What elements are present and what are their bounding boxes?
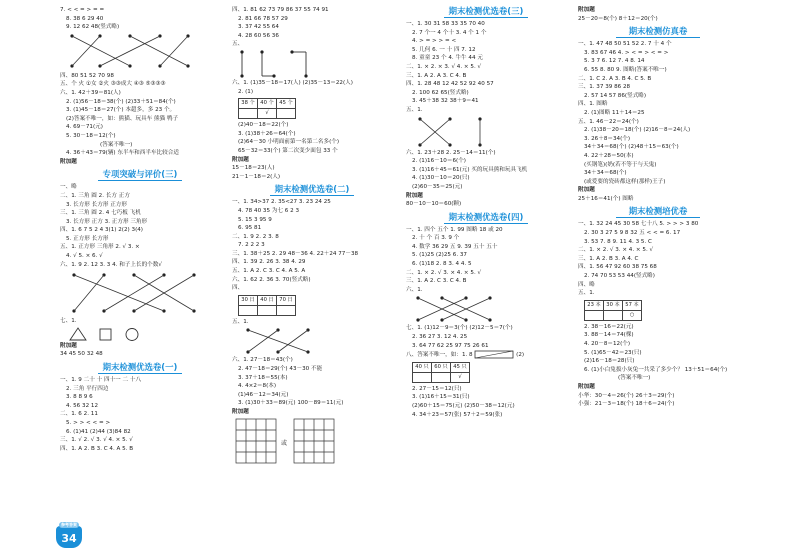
text-line: 5. (1)65－42＝23(只) [584,349,642,356]
text-line: (2)16－18＝28(只) [584,358,635,365]
text-line: 五、1. [578,290,595,297]
text-line: 3. 83 67 46 4. > < = > < = > [584,49,669,56]
text-line: 4. 34＋23＝57(张) 57＋2＝59(张) [412,411,503,418]
grid-cell: 60 只 [432,362,451,372]
text-line: 6. (1)18 2. 8 3. 4 4. 5 [412,261,472,268]
grid-cell [277,305,296,315]
section-heading [406,6,566,17]
heading-text: 专项突破与评价(三) [102,169,178,180]
text-line: 六、1. 42＋39＝81(人) [60,89,121,96]
heading-text: 期末检测优选卷(三) [448,6,524,16]
text-line: 4. √ 5. × 6. √ [66,253,103,260]
subheading: 附加题 [232,409,249,415]
text-line: 3. 37 42 55 64 [238,24,279,31]
text-line: (答案不唯一) [618,375,651,382]
grid-cell: 40 只 [413,362,432,372]
grid-cell: √ [451,372,470,382]
text-line: 3. 37＋18＝55(本) [238,374,288,381]
text-line: 五、1. [232,318,249,325]
text-line: 2. 7 个一 4 个十 3. 4 个 1 个 [412,29,487,36]
text-line: 3. 45＋38 32 38＋9＝41 [412,98,479,105]
answer-grid [412,362,470,383]
page-number-badge [56,522,82,548]
text-line: (2)40－18＝22(个) [238,122,289,129]
column-4 [578,6,738,409]
subheading: 附加题 [60,158,77,165]
text-line: 七、1. [60,318,77,325]
text-line: 小华：30－4＝26(个) 26＋3＝29(个) [578,392,675,399]
text-line: 一、1. 30 31 58 33 35 70 40 [406,21,485,27]
subheading: 附加题 [406,192,423,199]
grid-cell [258,305,277,315]
text-line: 4. 28 60 56 36 [238,32,279,39]
text-line: 15－18＝23(人) [232,165,275,172]
text-line: (2)60－35＝25(元) [412,183,463,190]
section-heading [578,26,738,37]
text-line: 四、1. 39 2. 26 3. 38 4. 29 [232,259,306,266]
text-line: 2. 81 66 78 57 29 [238,15,288,22]
text-line: 五、 [232,41,244,48]
text-line: 六、1. 62 2. 36 3. 70(竖式略) [232,276,311,283]
text-line: 三、1. 三角 圆 2. 4 七巧板 飞机 [60,210,141,217]
text-line: 3. 长方形 长方形 正方形 [66,201,128,208]
text-line: 4. > = > > = < [412,38,457,45]
text-line: 五、个 火 ①女 ②火 ③③成大 ④③ ⑤③③③ [60,81,166,88]
text-line: 3. (1)16＋15＝31(只) [412,394,470,401]
text-line: 3. 26＋8＝34(个) [584,135,631,142]
matching-figure [232,326,382,356]
text-line: 二、1. C 2. A 3. B 4. C 5. B [578,75,652,82]
text-line: 5. > > < < = > [66,420,111,426]
or-label: 或 [281,439,288,447]
text-line: 五、1. 正方形 三角形 2. √ 3. × [60,244,140,251]
answer-grid [584,300,642,321]
text-line: (2)64－30 小明面前第一名第二名多(个) [238,139,340,146]
text-line: 3. 88－14＝74(棵) [584,332,634,339]
text-line: 34＋34＝68(个) [584,170,627,177]
matching-figure [60,32,210,72]
text-line: 四、略 [578,281,595,288]
text-line: 6. (1)41 (2)44 (3)84 82 [66,428,131,435]
text-line: 4. 69－71(元) [66,124,103,131]
text-line: (买钢笔)(奶(若不等于与天鬼) [584,161,657,168]
section-heading [578,206,738,217]
text-line: 2. 74 70 53 53 44(竖式略) [584,273,655,280]
heading-text: 期末检测培优卷 [628,206,688,217]
text-fragment: 八、答案不唯一，如：1. 8 [406,352,475,359]
text-line: 4. 36＋43＝79(辆) 东半车和西半车比较合适 [66,150,179,157]
text-line: 四、1. 图略 [578,101,608,108]
rectangle-figure [474,350,514,359]
subheading: 附加题 [60,342,77,349]
text-line: 三、1. A 2. A 3. C 4. B [406,72,467,79]
badge-caption: 参考答案 [61,522,77,527]
text-line: 3. (1)16＋45＝61(元) 买的玩具熊和玩具飞机 [412,166,528,173]
matching-figure [60,269,210,317]
matching-figure [406,294,556,324]
text-line: 四、1. 56 47 92 60 38 75 68 [578,264,657,271]
grid-cell: 30 日 [239,295,258,305]
text-line: 五、1. [406,106,423,113]
text-line: 三、1. 38＋25 2. 29 48－36 4. 22＋24 77－38 [232,250,359,257]
text-line: 2. 30 3 27 5 9 8 32 五 < < = 6. 17 [584,230,681,237]
text-line [406,350,566,360]
text-line: 2. (1)图略 11＋14＝25 [584,109,645,116]
answer-grid [238,98,296,119]
text-line: 2. (1) [238,88,254,95]
grid-cell: 40 日 [258,295,277,305]
text-line: 四、1. A 2. B 3. C 4. A 5. B [60,445,134,452]
text-line: 4. 20－8＝12(个) [584,341,631,347]
text-line: 六、1. 23＋28 2. 25－14＝11(个) [406,149,496,156]
text-line: 6. (1)小白兔拔小灰兔一共采了多少个？ 13＋51＝64(个) [584,366,728,373]
grid-cell: 57 本 [623,300,642,310]
text-line: 四、1. 28 48 12 42 52 92 40 57 [406,81,494,88]
text-line: 三、1. 37 39 86 28 [578,84,631,91]
text-line: 5. 几何 6. 一 十 四 7. 12 [412,46,476,53]
text-line: 8. 童童 23 个 4. 牛牛 44 元 [412,55,483,62]
text-line: 4. 22＋28＝50(本) [584,152,634,159]
heading-text: 期末检测优选卷(四) [448,211,524,222]
dot-line-figure [232,49,382,79]
grid-cell: 70 日 [277,295,296,305]
text-line: 5. (1)25 (2)25 6. 37 [412,252,467,259]
text-line: 六、1. 27－18＝43(个) [232,357,293,364]
grid-cell [239,305,258,315]
text-line: 7. < < = > = = [60,7,105,13]
text-line: (2)答案不唯一，如：熊猫、玩具车 熊猫 鸭子 [66,115,179,122]
text-line: 2. 57 14 57 86(竖式略) [584,92,647,99]
text-line: 3. 53 7. 8 9. 11 4. 3 5. C [584,238,652,245]
text-line: 3. (1)45－18＝27(个) 本超多，多 23 个。 [66,107,176,114]
text-line: 3. 长方形 正方 3. 正方形 三角形 [66,218,148,225]
text-line: 二、1. × 2. √ 3. × 4. × 5. √ [406,269,482,276]
text-line: 二、1. 9 2. 2 3. 8 [232,233,279,240]
text-line: 6. 95 81 [238,225,262,232]
text-line: 4. 数学 36 29 五 9. 39 五十 五十 [412,243,498,250]
column-1 [60,6,220,453]
text-line: (答案不唯一) [100,141,133,148]
text-line: 一、1. 四个 五个 1. 99 图略 18 或 20 [406,226,503,233]
text-line: 5. 15 3 95 9 [238,216,272,223]
text-line: 3. (1)38＋26＝64(个) [238,130,296,137]
page-number: 34 [61,532,77,545]
grid-cell: 30 本 [604,300,623,310]
text-line: 34＋34＝68(个) (2)48＋15＝63(个) [584,144,679,151]
text-line: 三、1. A 2. B 3. A 4. C [578,255,639,262]
subheading: 附加题 [578,7,595,13]
text-line: 四、80 51 52 70 98 [60,72,114,79]
grid-figure [232,417,382,467]
text-line: 二、1. 6 2. 11 [60,411,98,418]
text-line: 80－10－10＝60(颗) [406,201,462,208]
text-line: 21－1－18＝2(人) [232,173,281,180]
text-line: 一、1. 9 二十 十 四十一 二 十八 [60,377,142,384]
text-line: 65－32＝33(个) 第二次变少面包 33 个 [238,147,338,154]
text-line: (或爱要的瓷砖都这样(那样)王子) [584,178,666,185]
text-line: 4. 4×2＝8(本) [238,383,277,390]
section-heading [60,362,220,373]
text-line: 一、1. 34>37 2. 35<27 3. 23 24 25 [232,199,331,206]
column-3 [406,6,566,419]
heading-text: 期末检测优选卷(一) [102,362,178,373]
text-line: 六、1. (1)35－18＝17(人) (2)35－13＝22(人) [232,79,353,86]
section-heading [232,184,392,195]
text-line: 小强：21－3＝18(个) 18＋6＝24(个) [578,401,675,408]
grid-cell: 45 个 [277,99,296,109]
grid-cell: 38 个 [239,99,258,109]
text-line: 一、略 [60,184,77,191]
text-line: 4. (1)30－10＝20(只) [412,175,470,182]
text-line: 2. 38－16＝22(元) [584,323,634,330]
subheading: 附加题 [578,383,595,390]
section-heading [406,212,566,223]
text-line: 一、1. 47 48 50 51 52 2. 7 十 4 个 [578,41,672,48]
text-line: 4. 56 32 12 [66,402,99,409]
text-line: 4. 78 40 35 为七 6 2 3 [238,207,300,214]
text-line: 六、1. 9 2. 12 3. 3 4. 和子上长的个数√ [60,261,162,268]
text-line: 3. 64 77 62 25 97 75 26 61 [412,342,489,349]
text-line: 25＋16＝41(个) 图略 [578,195,634,202]
text-line: (1)46－12＝34(元) [238,391,289,398]
grid-cell [432,372,451,382]
grid-cell [413,372,432,382]
text-fragment: (2) [516,352,525,359]
text-line: 六、1. [406,286,423,293]
text-line: 8. 38 6 29 40 [66,15,104,22]
text-line: 3. 8 8 9 6 [66,394,93,401]
text-line: 25－20＝8(个) 8＋12＝20(个) [578,15,658,22]
text-line: 一、1. 32 24 45 30 58 七十八 5. > > > 3 80 [578,221,699,228]
text-line: 2. 十 个 百 3. 9 个 [412,235,460,242]
text-line: 2. 47－18＝29(个) 43－30 不能 [238,366,323,373]
text-line: 四、1. 6 7 5 2 4 3(1) 2(2) 3(4) [60,227,143,234]
grid-cell: 23 本 [585,300,604,310]
text-line: 9. 12 62 48(竖式略) [66,24,120,31]
matching-figure [406,115,556,149]
text-line: 5. 30－18＝12(个) [66,132,116,139]
grid-cell: ○ [623,310,642,320]
text-line: 7. 2 2 2 3 [238,242,265,249]
text-line: 2. (1)38－20＝18(个) (2)16－8＝24(人) [584,127,691,134]
text-line: 五、1. A 2. C 3. C 4. A 5. A [232,268,306,275]
text-line: 三、1. √ 2. √ 3. √ 4. × 5. √ [60,437,133,444]
text-line: 二、1. × 2. × 3. √ 4. × 5. √ [406,63,482,70]
grid-cell [277,109,296,119]
text-line: (2)60＋15＝75(元) (2)50－38＝12(元) [412,403,515,409]
answer-grid [238,295,296,316]
column-2 [232,6,392,467]
text-line: 二、1. 三角 圆 2. 长方 正方 [60,192,130,199]
text-line: 三、1. A 2. C 3. C 4. B [406,278,467,285]
shapes-figure [60,326,210,342]
text-line: 34 45 50 32 48 [60,351,103,358]
section-heading [60,169,220,180]
text-line: 四、 [232,285,244,292]
grid-cell: 40 个 [258,99,277,109]
subheading: 附加题 [232,156,249,163]
text-line: 2. 100 62 65(竖式略) [412,89,469,96]
text-line: 七、1. (1)12－9＝3(个) (2)12－5＝7(个) [406,325,513,332]
text-line: 5. 3 7 6. 12 7. 4 8. 14 [584,58,645,65]
text-line: 2. 36 27 3. 12 4. 25 [412,334,468,341]
grid-cell [604,310,623,320]
subheading: 附加题 [578,187,595,194]
grid-cell [239,109,258,119]
grid-cell: √ [258,109,277,119]
heading-text: 期末检测优选卷(二) [274,184,350,195]
text-line: 二、1. × 2. √ 3. × 4. × 5. √ [578,247,654,254]
text-line: 2. 三角 平行四边 [66,385,109,392]
grid-cell: 45 只 [451,362,470,372]
text-line: 2. (1)56－18＝38(个) (2)33＋51＝84(个) [66,98,176,105]
grid-cell [585,310,604,320]
text-line: 3. (1)30＋33＝89(元) 100－89＝11(元) [238,400,344,407]
text-line: 2. (1)16－10＝6(个) [412,158,466,165]
text-line: 2. 27－15＝12(只) [412,385,462,392]
heading-text: 期末检测仿真卷 [628,26,688,37]
text-line: 五、1. 46－22＝24(个) [578,118,639,125]
text-line: 5. 正方形 长方形 [66,235,109,242]
text-line: 四、1. 81 62 73 79 86 37 55 74 91 [232,7,329,13]
text-line: 6. 55 8. 80 9. 图略(答案不唯一) [584,66,667,73]
